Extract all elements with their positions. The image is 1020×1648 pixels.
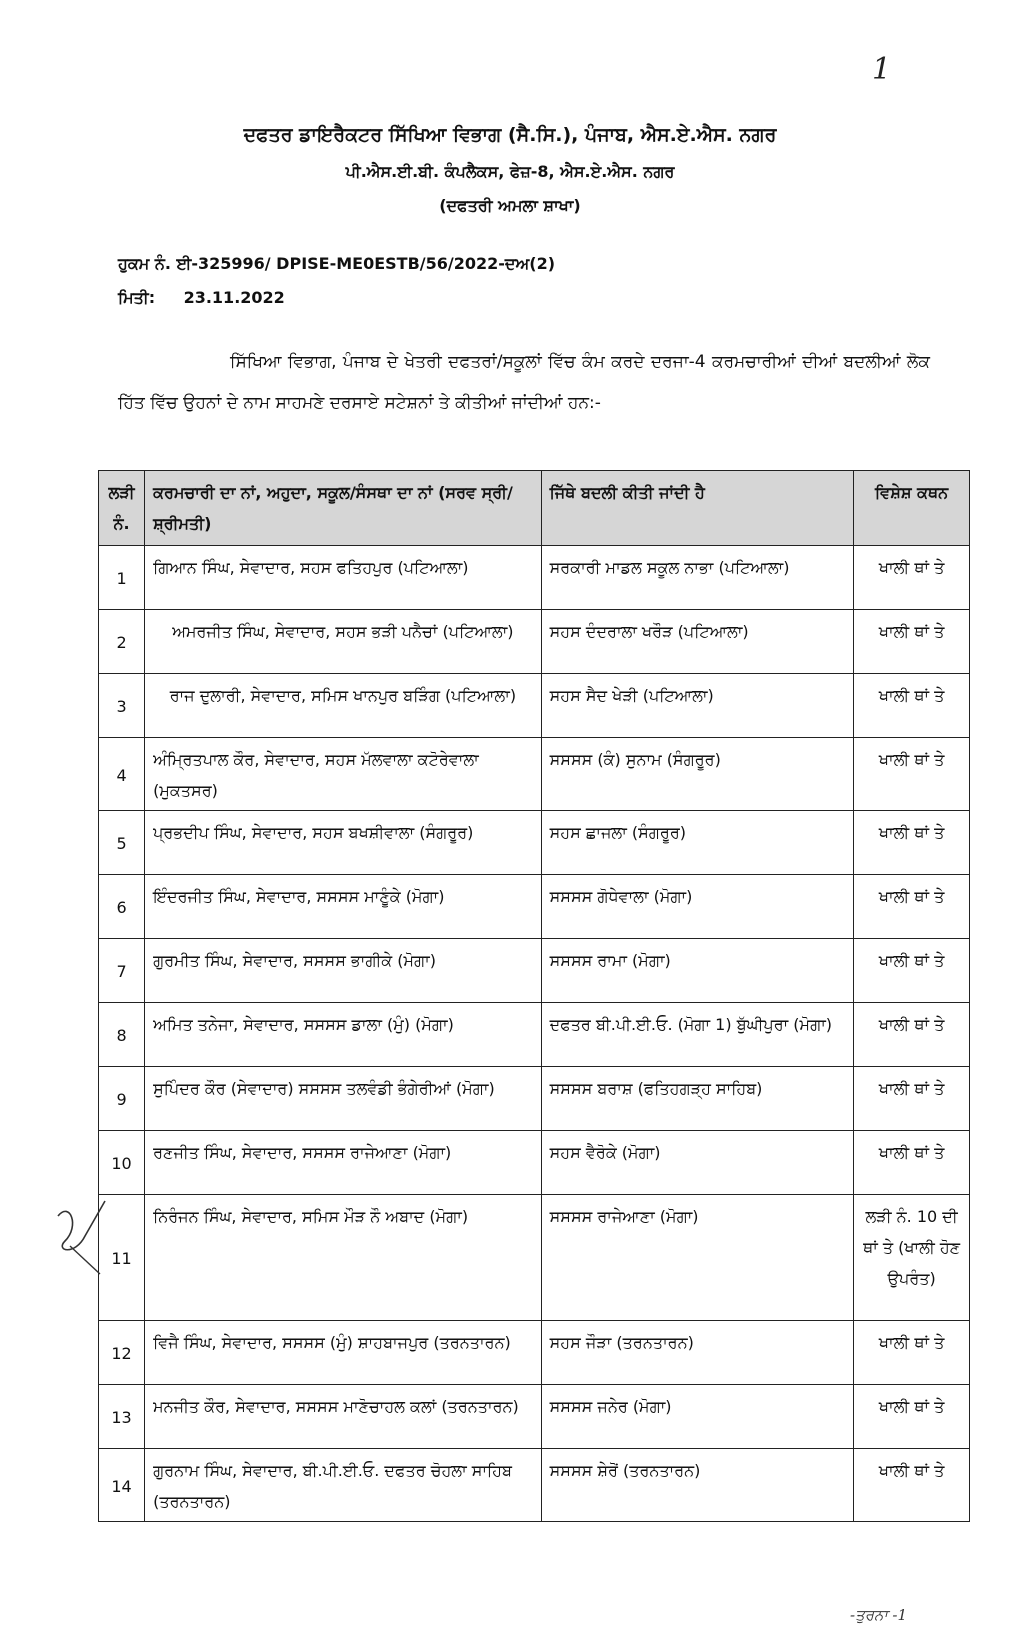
cell-serial: 4 <box>99 738 145 811</box>
cell-remarks: ਖਾਲੀ ਥਾਂ ਤੇ <box>854 939 970 1003</box>
office-address: ਪੀ.ਐਸ.ਈ.ਬੀ. ਕੰਪਲੈਕਸ, ਫੇਜ਼-8, ਐਸ.ਏ.ਐਸ. ਨਗਰ <box>345 162 675 181</box>
office-title: ਦਫਤਰ ਡਾਇਰੈਕਟਰ ਸਿੱਖਿਆ ਵਿਭਾਗ (ਸੈ.ਸਿ.), ਪੰਜਾਬ, ਐਸ.ਏ.ਐਸ. ਨਗਰ <box>243 124 777 146</box>
order-date <box>118 288 285 308</box>
cell-employee: ਰਣਜੀਤ ਸਿੰਘ, ਸੇਵਾਦਾਰ, ਸਸਸਸ ਰਾਜੇਆਣਾ (ਮੋਗਾ) <box>145 1131 542 1195</box>
cell-employee: ਅਮਿਤ ਤਨੇਜਾ, ਸੇਵਾਦਾਰ, ਸਸਸਸ ਡਾਲਾ (ਮੁੰ) (ਮੋਗਾ) <box>145 1003 542 1067</box>
cell-remarks: ਖਾਲੀ ਥਾਂ ਤੇ <box>854 674 970 738</box>
cell-employee: ਮਨਜੀਤ ਕੌਰ, ਸੇਵਾਦਾਰ, ਸਸਸਸ ਮਾਣੋਚਾਹਲ ਕਲਾਂ (ਤਰਨਤਾਰਨ) <box>145 1385 542 1449</box>
header-employee: ਕਰਮਚਾਰੀ ਦਾ ਨਾਂ, ਅਹੁਦਾ, ਸਕੂਲ/ਸੰਸਥਾ ਦਾ ਨਾਂ (ਸਰਵ ਸ੍ਰੀ/ਸ਼੍ਰੀਮਤੀ) <box>145 471 542 546</box>
cell-destination: ਸਸਸਸ ਸ਼ੇਰੋਂ (ਤਰਨਤਾਰਨ) <box>541 1449 854 1522</box>
cell-remarks: ਲੜੀ ਨੰ. 10 ਦੀ ਥਾਂ ਤੇ (ਖਾਲੀ ਹੋਣ ਉਪਰੰਤ) <box>854 1195 970 1321</box>
transfer-table <box>98 470 970 1522</box>
cell-employee: ਰਾਜ ਦੁਲਾਰੀ, ਸੇਵਾਦਾਰ, ਸਮਿਸ ਖਾਨਪੁਰ ਬੜਿੰਗ (ਪਟਿਆਲਾ) <box>145 674 542 738</box>
intro-text: ਸਿੱਖਿਆ ਵਿਭਾਗ, ਪੰਜਾਬ ਦੇ ਖੇਤਰੀ ਦਫਤਰਾਂ/ਸਕੂਲਾਂ ਵਿੱਚ ਕੰਮ ਕਰਦੇ ਦਰਜਾ-4 ਕਰਮਚਾਰੀਆਂ ਦੀਆਂ ਬਦਲੀਆਂ ਲੋਕ ਹਿੱਤ ਵਿੱਚ ਉਹਨਾਂ ਦੇ ਨਾਮ ਸਾਹਮਣੇ ਦਰਸਾਏ ਸਟੇਸ਼ਨਾਂ ਤੇ ਕੀਤੀਆਂ ਜਾਂਦੀਆਂ ਹਨ:- <box>118 352 930 413</box>
table-row <box>99 1321 970 1385</box>
cell-destination: ਸਸਸਸ ਰਾਮਾ (ਮੋਗਾ) <box>541 939 854 1003</box>
table-row <box>99 1385 970 1449</box>
intro-paragraph <box>118 342 930 424</box>
cell-destination: ਸਹਸ ਵੈਰੋਕੇ (ਮੋਗਾ) <box>541 1131 854 1195</box>
cell-serial: 5 <box>99 811 145 875</box>
cell-remarks: ਖਾਲੀ ਥਾਂ ਤੇ <box>854 610 970 674</box>
cell-destination: ਸਹਸ ਦੰਦਰਾਲਾ ਖਰੌੜ (ਪਟਿਆਲਾ) <box>541 610 854 674</box>
table-header-row <box>99 471 970 546</box>
page-number: 1 <box>872 52 892 87</box>
cell-employee: ਨਿਰੰਜਨ ਸਿੰਘ, ਸੇਵਾਦਾਰ, ਸਮਿਸ ਮੌੜ ਨੌ ਅਬਾਦ (ਮੋਗਾ) <box>145 1195 542 1321</box>
office-branch: (ਦਫਤਰੀ ਅਮਲਾ ਸ਼ਾਖਾ) <box>439 196 581 215</box>
cell-destination: ਸਸਸਸ ਰਾਜੇਆਣਾ (ਮੋਗਾ) <box>541 1195 854 1321</box>
cell-serial: 9 <box>99 1067 145 1131</box>
cell-serial: 3 <box>99 674 145 738</box>
cell-destination: ਸਰਕਾਰੀ ਮਾਡਲ ਸਕੂਲ ਨਾਭਾ (ਪਟਿਆਲਾ) <box>541 546 854 610</box>
cell-destination: ਸਸਸਸ ਗੋਧੇਵਾਲਾ (ਮੋਗਾ) <box>541 875 854 939</box>
table-row <box>99 1067 970 1131</box>
cell-remarks: ਖਾਲੀ ਥਾਂ ਤੇ <box>854 1449 970 1522</box>
cell-serial: 1 <box>99 546 145 610</box>
cell-serial: 10 <box>99 1131 145 1195</box>
cell-remarks: ਖਾਲੀ ਥਾਂ ਤੇ <box>854 811 970 875</box>
table-row <box>99 674 970 738</box>
cell-remarks: ਖਾਲੀ ਥਾਂ ਤੇ <box>854 1131 970 1195</box>
cell-remarks: ਖਾਲੀ ਥਾਂ ਤੇ <box>854 1067 970 1131</box>
cell-remarks: ਖਾਲੀ ਥਾਂ ਤੇ <box>854 1321 970 1385</box>
table-row <box>99 738 970 811</box>
table-row <box>99 610 970 674</box>
cell-serial: 2 <box>99 610 145 674</box>
cell-employee: ਅਮਰਜੀਤ ਸਿੰਘ, ਸੇਵਾਦਾਰ, ਸਹਸ ਭੜੀ ਪਨੈਚਾਂ (ਪਟਿਆਲਾ) <box>145 610 542 674</box>
cell-destination: ਸਸਸਸ ਜਨੇਰ (ਮੋਗਾ) <box>541 1385 854 1449</box>
table-row <box>99 1131 970 1195</box>
cell-serial: 7 <box>99 939 145 1003</box>
table-row <box>99 875 970 939</box>
cell-employee: ਗੁਰਨਾਮ ਸਿੰਘ, ਸੇਵਾਦਾਰ, ਬੀ.ਪੀ.ਈ.ਓ. ਦਫਤਰ ਚੋਹਲਾ ਸਾਹਿਬ (ਤਰਨਤਾਰਨ) <box>145 1449 542 1522</box>
cell-employee: ਗੁਰਮੀਤ ਸਿੰਘ, ਸੇਵਾਦਾਰ, ਸਸਸਸ ਭਾਗੀਕੇ (ਮੋਗਾ) <box>145 939 542 1003</box>
cell-destination: ਦਫਤਰ ਬੀ.ਪੀ.ਈ.ਓ. (ਮੋਗਾ 1) ਬੁੱਘੀਪੁਰਾ (ਮੋਗਾ) <box>541 1003 854 1067</box>
table-row <box>99 1003 970 1067</box>
cell-employee: ਇੰਦਰਜੀਤ ਸਿੰਘ, ਸੇਵਾਦਾਰ, ਸਸਸਸ ਮਾਣੂੰਕੇ (ਮੋਗਾ) <box>145 875 542 939</box>
cell-employee: ਸੁਪਿੰਦਰ ਕੌਰ (ਸੇਵਾਦਾਰ) ਸਸਸਸ ਤਲਵੰਡੀ ਭੰਗੇਰੀਆਂ (ਮੋਗਾ) <box>145 1067 542 1131</box>
cell-remarks: ਖਾਲੀ ਥਾਂ ਤੇ <box>854 738 970 811</box>
handwritten-mark <box>50 1196 110 1276</box>
cell-destination: ਸਸਸਸ (ਕੰ) ਸੁਨਾਮ (ਸੰਗਰੂਰ) <box>541 738 854 811</box>
cell-serial: 6 <box>99 875 145 939</box>
cell-serial: 11 <box>99 1195 145 1321</box>
table-row <box>99 1195 970 1321</box>
continued-note: -ਤੁਰਨਾ -1 <box>850 1606 908 1624</box>
header-serial: ਲੜੀ ਨੰ. <box>99 471 145 546</box>
cell-employee: ਅੰਮ੍ਰਿਤਪਾਲ ਕੌਰ, ਸੇਵਾਦਾਰ, ਸਹਸ ਮੱਲਵਾਲਾ ਕਟੋਰੇਵਾਲਾ (ਮੁਕਤਸਰ) <box>145 738 542 811</box>
cell-serial: 13 <box>99 1385 145 1449</box>
table-row <box>99 546 970 610</box>
cell-employee: ਗਿਆਨ ਸਿੰਘ, ਸੇਵਾਦਾਰ, ਸਹਸ ਫਤਿਹਪੁਰ (ਪਟਿਆਲਾ) <box>145 546 542 610</box>
header-destination: ਜਿੱਥੇ ਬਦਲੀ ਕੀਤੀ ਜਾਂਦੀ ਹੈ <box>541 471 854 546</box>
cell-remarks: ਖਾਲੀ ਥਾਂ ਤੇ <box>854 1003 970 1067</box>
cell-destination: ਸਸਸਸ ਬਰਾਸ਼ (ਫਤਿਹਗੜ੍ਹ ਸਾਹਿਬ) <box>541 1067 854 1131</box>
table-row <box>99 1449 970 1522</box>
cell-remarks: ਖਾਲੀ ਥਾਂ ਤੇ <box>854 1385 970 1449</box>
cell-serial: 12 <box>99 1321 145 1385</box>
cell-employee: ਪ੍ਰਭਦੀਪ ਸਿੰਘ, ਸੇਵਾਦਾਰ, ਸਹਸ ਬਖਸ਼ੀਵਾਲਾ (ਸੰਗਰੂਰ) <box>145 811 542 875</box>
cell-serial: 14 <box>99 1449 145 1522</box>
cell-destination: ਸਹਸ ਸੈਦ ਖੇੜੀ (ਪਟਿਆਲਾ) <box>541 674 854 738</box>
cell-remarks: ਖਾਲੀ ਥਾਂ ਤੇ <box>854 546 970 610</box>
cell-destination: ਸਹਸ ਛਾਜਲਾ (ਸੰਗਰੂਰ) <box>541 811 854 875</box>
header-remarks: ਵਿਸ਼ੇਸ਼ ਕਥਨ <box>854 471 970 546</box>
date-label: ਮਿਤੀ: <box>118 288 156 307</box>
cell-serial: 8 <box>99 1003 145 1067</box>
date-value: 23.11.2022 <box>183 288 285 307</box>
table-row <box>99 811 970 875</box>
cell-employee: ਵਿਜੈ ਸਿੰਘ, ਸੇਵਾਦਾਰ, ਸਸਸਸ (ਮੁੰ) ਸ਼ਾਹਬਾਜਪੁਰ (ਤਰਨਤਾਰਨ) <box>145 1321 542 1385</box>
order-number: ਹੁਕਮ ਨੰ. ਈ-325996/ DPISE-ME0ESTB/56/2022-ਦਅ(2) <box>118 254 556 273</box>
cell-destination: ਸਹਸ ਜੌੜਾ (ਤਰਨਤਾਰਨ) <box>541 1321 854 1385</box>
cell-remarks: ਖਾਲੀ ਥਾਂ ਤੇ <box>854 875 970 939</box>
table-row <box>99 939 970 1003</box>
